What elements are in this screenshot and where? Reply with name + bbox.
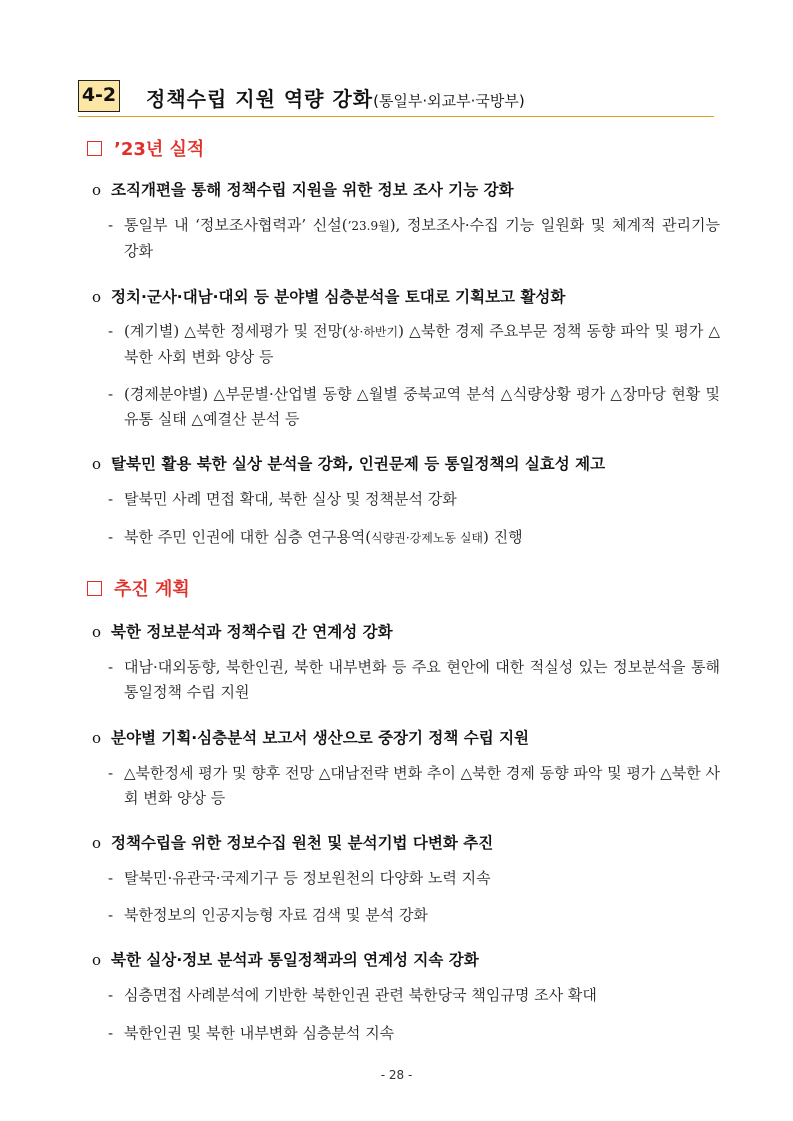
bullet-o-icon: o [92, 455, 102, 473]
bullet-o-icon: o [92, 729, 102, 747]
list-item: - 통일부 내 ‘정보조사협력과’ 신설(’23.9월), 정보조사·수집 기능 일원화 및 체계적 관리기능 강화 [108, 216, 720, 260]
bullet-heading [92, 620, 393, 642]
bullet-heading [92, 948, 479, 970]
bullet-o-icon: o [92, 288, 102, 306]
bullet-heading-text: 정치·군사·대남·대외 등 분야별 심층분석을 토대로 기획보고 활성화 [111, 288, 566, 306]
list-item: - 북한인권 및 북한 내부변화 심층분석 지속 [108, 1024, 395, 1042]
bullet-heading [92, 831, 493, 853]
list-item: - 심층면접 사례분석에 기반한 북한인권 관련 북한당국 책임규명 조사 확대 [108, 986, 597, 1004]
bullet-heading-text: 북한 실상·정보 분석과 통일정책과의 연계성 지속 강화 [111, 951, 479, 969]
page-number: - 28 - [380, 1068, 413, 1082]
section-number-badge: 4-2 [78, 80, 120, 112]
list-item: - (계기별) △북한 정세평가 및 전망(상·하반기) △북한 경제 주요부문 정책 동향 파악 및 평가 △북한 사회 변화 양상 등 [108, 322, 721, 366]
list-item: - 탈북민·유관국·국제기구 등 정보원천의 다양화 노력 지속 [108, 869, 491, 887]
bullet-heading [92, 726, 529, 748]
list-item: - 북한정보의 인공지능형 자료 검색 및 분석 강화 [108, 906, 428, 924]
section-subtitle: (통일부·외교부·국방부) [373, 92, 525, 110]
bullet-heading-text: 탈북민 활용 북한 실상 분석을 강화, 인권문제 등 통일정책의 실효성 제고 [111, 455, 606, 473]
bullet-heading [92, 452, 605, 474]
list-item: - △북한정세 평가 및 향후 전망 △대남전략 변화 추이 △북한 경제 동향 파악 및 평가 △북한 사회 변화 양상 등 [108, 764, 720, 807]
bullet-heading-text: 조직개편을 통해 정책수립 지원을 위한 정보 조사 기능 강화 [111, 181, 514, 199]
section-title [146, 83, 525, 112]
plan-heading-text: 추진 계획 [114, 579, 190, 600]
results-heading-text: ’23년 실적 [114, 139, 205, 160]
section-header [78, 78, 714, 117]
list-item: - 탈북민 사례 면접 확대, 북한 실상 및 정책분석 강화 [108, 490, 457, 508]
bullet-o-icon: o [92, 181, 102, 199]
bullet-o-icon: o [92, 951, 102, 969]
results-heading [87, 135, 204, 161]
bullet-o-icon: o [92, 623, 102, 641]
list-item: - 북한 주민 인권에 대한 심층 연구용역(식량권·강제노동 실태) 진행 [108, 528, 523, 546]
list-item: - 대남·대외동향, 북한인권, 북한 내부변화 등 주요 현안에 대한 적실성 있는 정보분석을 통해 통일정책 수립 지원 [108, 658, 720, 701]
bullet-o-icon: o [92, 834, 102, 852]
bullet-heading-text: 정책수립을 위한 정보수집 원천 및 분석기법 다변화 추진 [111, 834, 494, 852]
bullet-heading-text: 북한 정보분석과 정책수립 간 연계성 강화 [111, 623, 393, 641]
list-item: - (경제분야별) △부문별·산업별 동향 △월별 중북교역 분석 △식량상황 평가 △장마당 현황 및 유통 실태 △예결산 분석 등 [108, 385, 720, 428]
checkbox-square-icon [87, 141, 102, 156]
bullet-heading [92, 178, 514, 200]
plan-heading [87, 575, 190, 601]
bullet-heading-text: 분야별 기획·심층분석 보고서 생산으로 중장기 정책 수립 지원 [111, 729, 530, 747]
bullet-heading [92, 285, 565, 307]
section-title-text: 정책수립 지원 역량 강화 [146, 87, 374, 111]
checkbox-square-icon [87, 581, 102, 596]
